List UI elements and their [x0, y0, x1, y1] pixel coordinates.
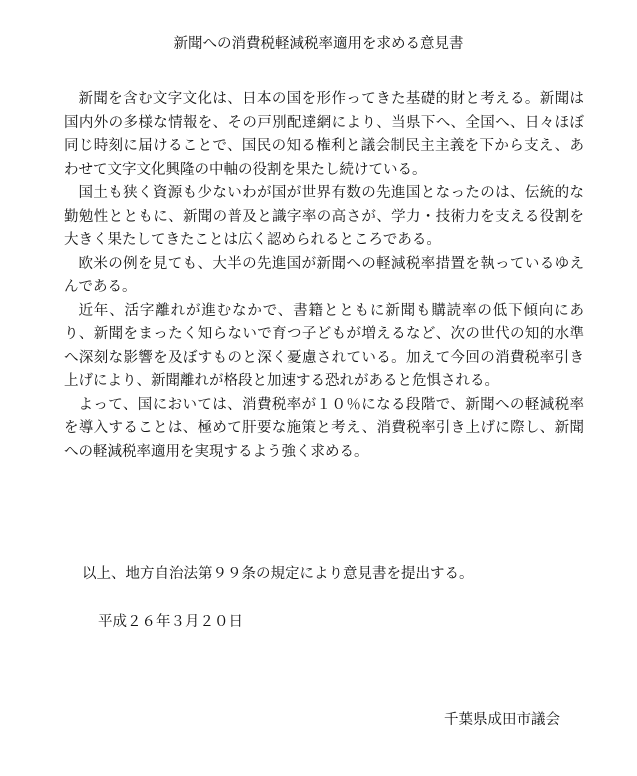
document-date: 平成２６年３月２０日: [98, 614, 243, 630]
document-body: [64, 88, 584, 464]
paragraph-4: 近年、活字離れが進むなかで、書籍とともに新聞も購読率の低下傾向にあり、新聞をまったく知らないで育つ子どもが増えるなど、次の世代の知的水準へ深刻な影響を及ぼすものと深く憂慮されている。加えて今回の消費税率引き上げにより、新聞離れが格段と加速する恐れがあると危惧される。: [64, 302, 584, 389]
document-title: 新聞への消費税軽減税率適用を求める意見書: [173, 36, 464, 52]
closing-statement: 以上、地方自治法第９９条の規定により意見書を提出する。: [82, 566, 474, 582]
signature-council: 千葉県成田市議会: [444, 712, 560, 728]
paragraph-3: 欧米の例を見ても、大半の先進国が新聞への軽減税率措置を執っているゆえんである。: [64, 255, 584, 295]
paragraph-5: よって、国においては、消費税率が１０％になる段階で、新聞への軽減税率を導入することは、極めて肝要な施策と考え、消費税率引き上げに際し、新聞への軽減税率適用を実現するよう強く求める。: [64, 396, 584, 460]
paragraph-2: 国土も狭く資源も少ないわが国が世界有数の先進国となったのは、伝統的な勤勉性とともに、新聞の普及と識字率の高さが、学力・技術力を支える役割を大きく果たしてきたことは広く認められるところである。: [64, 185, 584, 248]
paragraph-1: 新聞を含む文字文化は、日本の国を形作ってきた基礎的財と考える。新聞は国内外の多様な情報を、その戸別配達網により、当県下へ、全国へ、日々ほぼ同じ時刻に届けることで、国民の知る権利と議会制民主主義を下から支え、あわせて文字文化興隆の中軸の役割を果たし続けている。: [64, 91, 584, 178]
